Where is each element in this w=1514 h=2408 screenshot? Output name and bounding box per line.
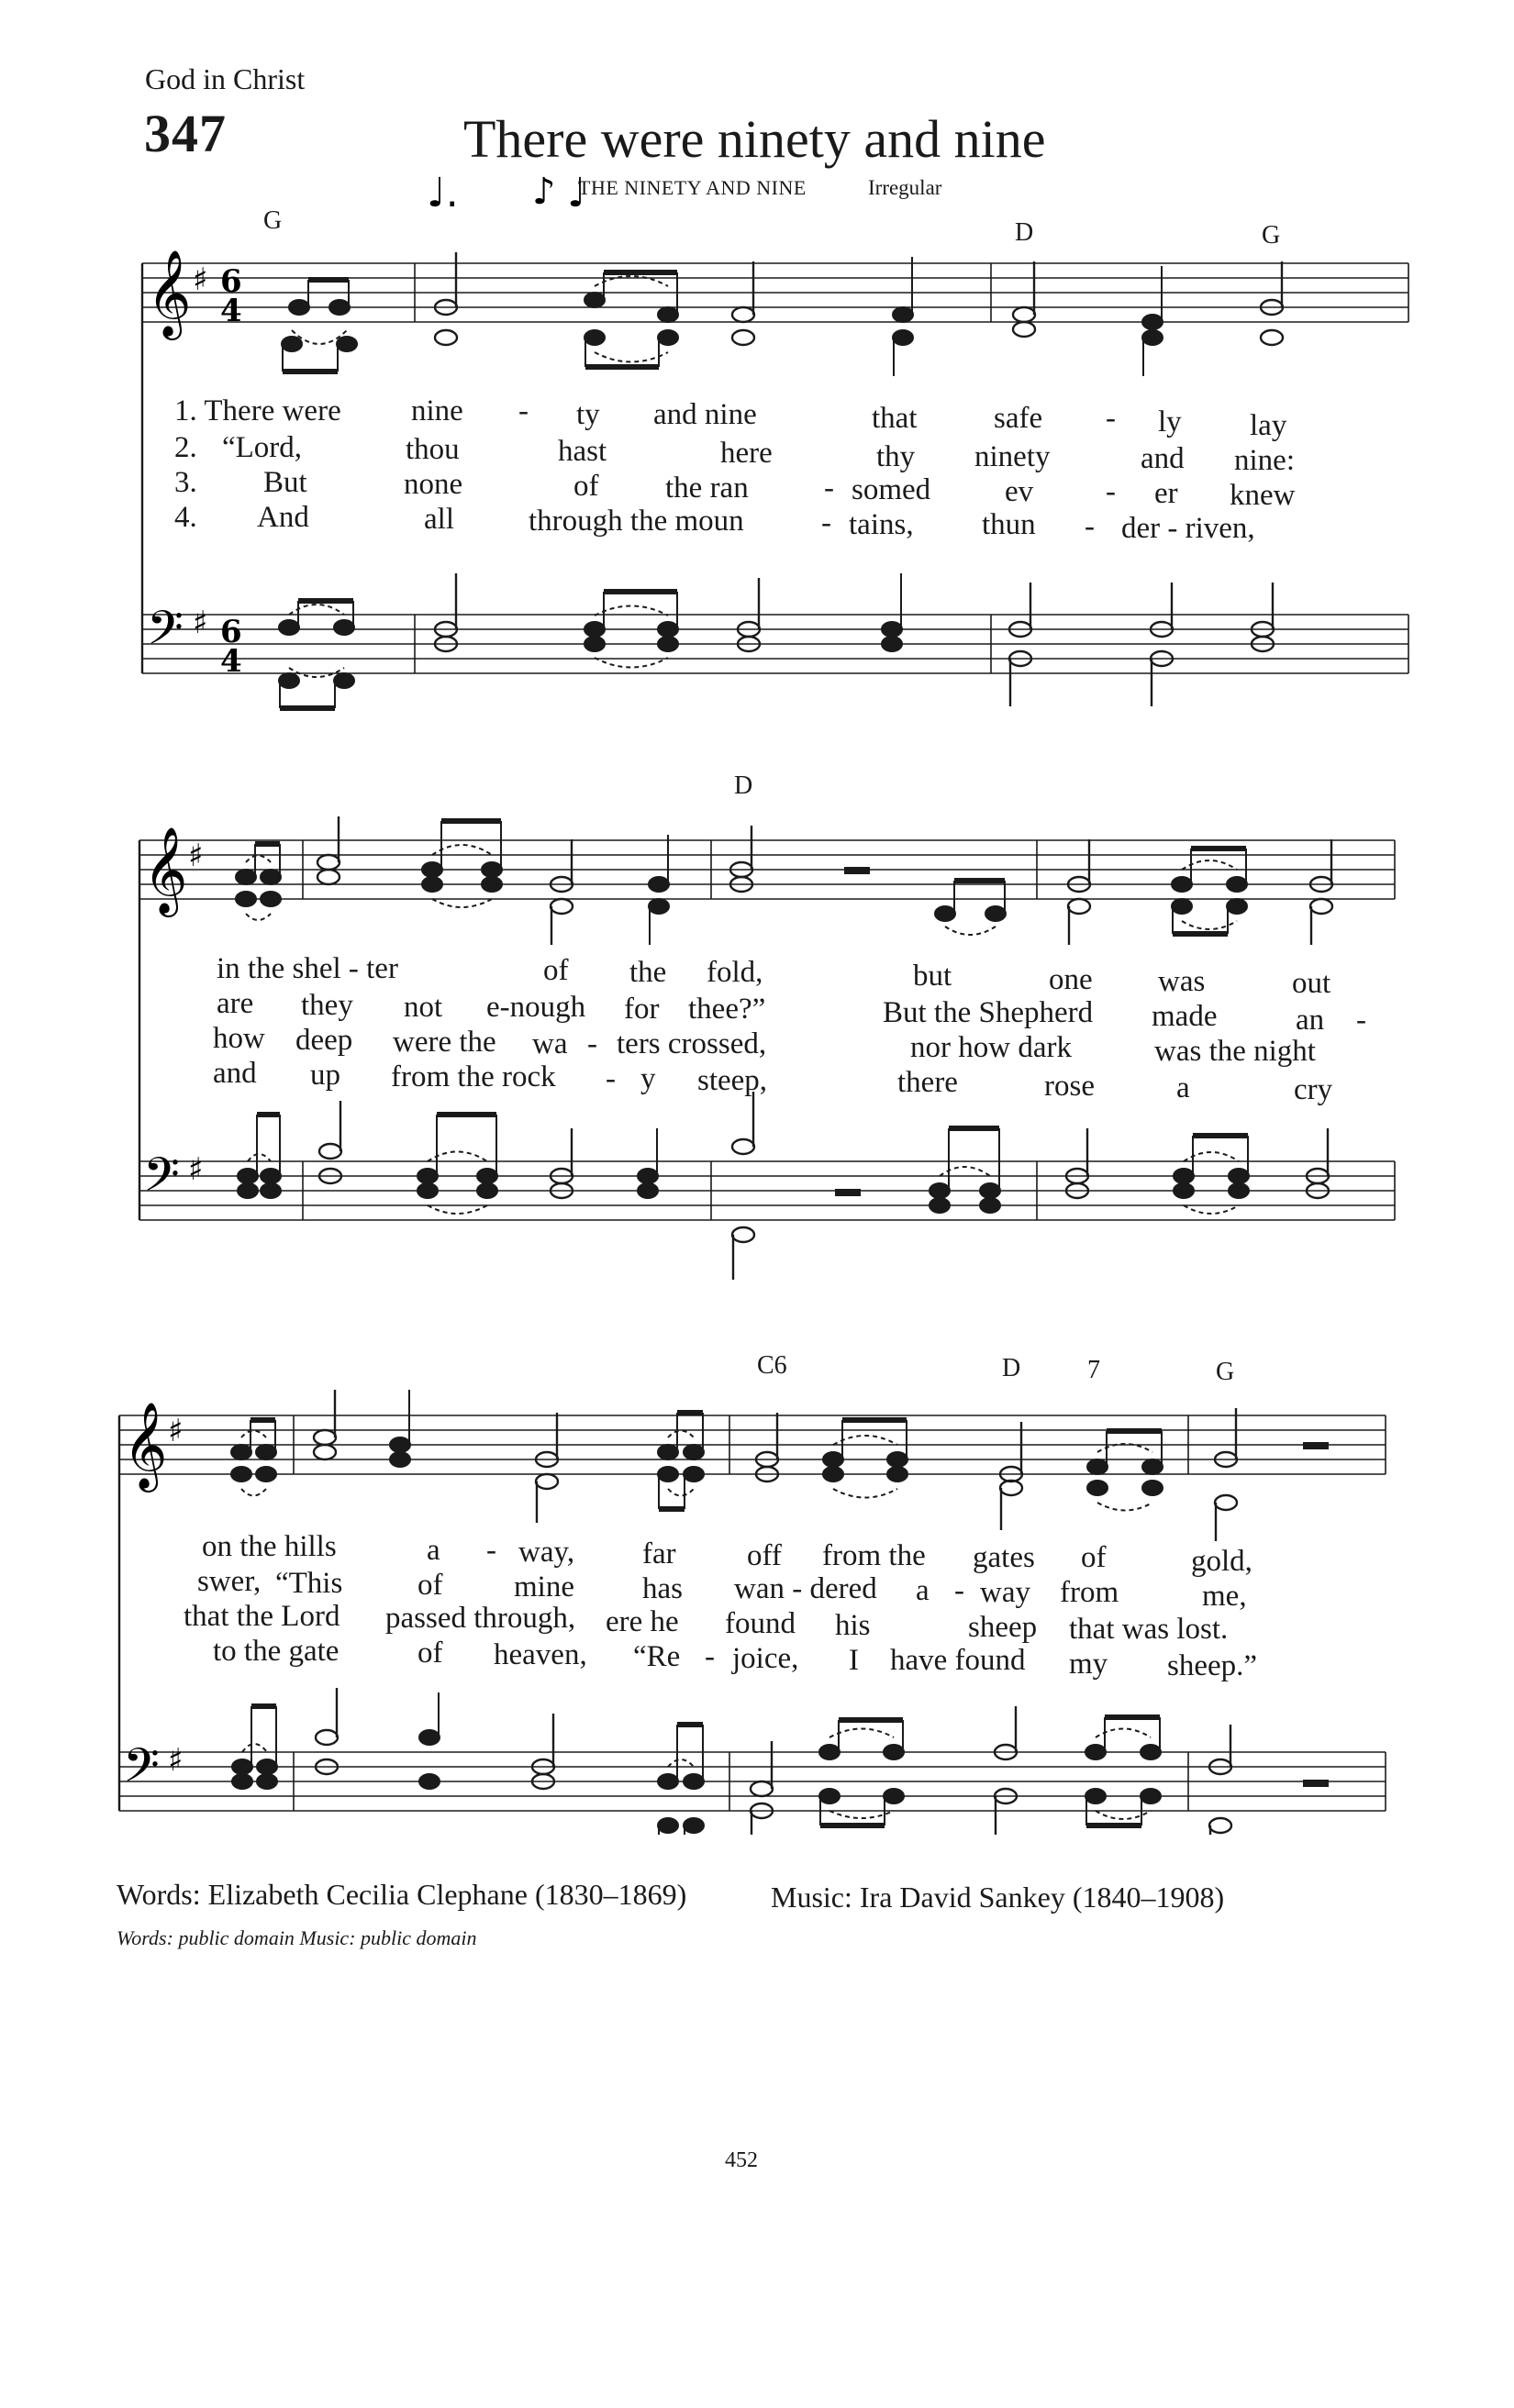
lyric-verse-3: was the night [1154,1035,1316,1068]
svg-text:♯: ♯ [193,605,208,641]
lyric-verse-3: somed [852,473,931,506]
lyric-verse-1: one [1049,963,1093,996]
lyric-verse-1: far [642,1537,676,1570]
lyric-verse-2: for [624,993,660,1026]
lyric-verse-3: the ran [665,472,749,505]
chord-symbol: G [1262,221,1281,250]
lyric-verse-2: way [980,1576,1030,1609]
lyric-verse-2: from [1060,1576,1119,1609]
lyric-verse-1: of [543,954,569,987]
lyric-verse-3: were the [393,1026,496,1059]
lyric-verse-2: 2. [174,431,197,464]
lyric-verse-2: ninety [974,440,1051,473]
svg-text:♯: ♯ [168,1413,184,1449]
lyric-verse-1: way, [518,1536,575,1569]
lyric-verse-2: - [954,1574,964,1607]
lyric-verse-4: all [424,503,454,536]
lyric-verse-4: through the moun [529,505,744,538]
lyric-verse-1: off [747,1539,782,1572]
lyric-verse-3: But [263,466,307,499]
chord-symbol: D [1015,218,1034,247]
svg-text:6: 6 [220,614,242,650]
lyric-verse-4: heaven, [494,1638,587,1671]
svg-text:𝄞: 𝄞 [143,827,188,914]
lyric-verse-4: - [821,506,831,539]
svg-text:♯: ♯ [168,1742,184,1779]
lyric-verse-4: my [1069,1648,1108,1681]
music-credit: Music: Ira David Sankey (1840–1908) [771,1881,1225,1914]
lyric-verse-4: joice, [732,1642,799,1675]
chord-symbol: 7 [1087,1356,1100,1384]
lyric-verse-1: nine [411,394,463,427]
lyric-verse-4: and [213,1057,257,1090]
lyric-verse-1: in the shel - ter [217,952,398,985]
svg-text:6: 6 [220,263,242,300]
lyric-verse-2: made [1152,1000,1218,1033]
section-heading: God in Christ [145,62,306,95]
lyric-verse-4: cry [1294,1073,1333,1106]
lyric-verse-1: was [1158,965,1206,998]
lyric-verse-2: nine: [1234,444,1295,477]
lyric-verse-1: that [872,402,918,435]
svg-text:𝄢: 𝄢 [123,1737,160,1804]
lyric-verse-3: his [835,1609,871,1642]
lyric-verse-4: y [640,1062,656,1095]
svg-text:♪: ♪ [532,171,556,213]
lyric-verse-2: an [1296,1004,1325,1037]
lyric-verse-2: mine [514,1570,574,1603]
lyric-verse-4: - [1085,510,1095,543]
meter-label: Irregular [868,176,942,199]
lyric-verse-2: they [301,989,353,1022]
lyric-verse-4: tains, [849,508,914,541]
lyric-verse-3: that the Lord [184,1600,340,1633]
chord-symbol: D [734,771,753,800]
lyric-verse-2: “Lord, [222,431,303,464]
lyric-verse-3: passed through, [385,1602,576,1635]
lyric-verse-3: that was lost. [1069,1613,1229,1646]
chord-symbol: D [1002,1354,1021,1382]
lyric-verse-2: of [417,1569,443,1602]
lyric-verse-4: from the rock [391,1060,556,1093]
lyric-verse-3: found [725,1607,796,1640]
lyric-verse-2: - [1356,1004,1366,1037]
lyric-verse-2: thy [876,440,916,473]
lyric-verse-1: safe [994,402,1043,435]
lyric-verse-3: deep [295,1024,353,1057]
lyric-verse-4: of [417,1637,443,1670]
lyric-verse-3: 3. [174,466,197,499]
lyric-verse-4: a [1176,1071,1190,1104]
lyric-verse-1: - [1106,402,1116,435]
lyric-verse-3: - [824,472,834,505]
lyric-verse-1: lay [1250,409,1287,442]
lyric-verse-4: I [849,1644,859,1677]
lyric-verse-1: gates [973,1541,1035,1574]
lyric-verse-3: ters crossed, [617,1027,767,1060]
lyric-verse-1: fold, [707,956,763,989]
lyric-verse-4: steep, [697,1064,768,1097]
lyric-verse-3: none [404,468,463,501]
lyric-verse-3: how [213,1022,265,1055]
lyric-verse-1: out [1292,967,1331,1000]
lyric-verse-3: sheep [968,1611,1038,1644]
svg-text:♩: ♩ [567,170,586,216]
lyric-verse-4: rose [1044,1070,1095,1103]
chord-symbol: G [263,206,283,235]
svg-text:4: 4 [220,643,242,680]
lyric-verse-1: - [486,1534,496,1567]
lyric-verse-2: hast [558,435,607,468]
svg-text:𝄢: 𝄢 [147,600,184,667]
lyric-verse-2: me, [1202,1580,1247,1613]
lyric-verse-2: here [720,437,773,470]
lyric-verse-4: - [705,1640,715,1673]
lyric-verse-2: and [1141,442,1185,475]
lyric-verse-2: thee?” [688,993,766,1026]
svg-text:𝄞: 𝄞 [147,250,192,337]
lyric-verse-1: 1. There were [174,394,341,427]
svg-text:♩.: ♩. [427,170,459,216]
chord-symbol: G [1216,1358,1235,1386]
lyric-verse-4: And [257,501,309,534]
lyric-verse-3: nor how dark [910,1031,1072,1064]
hymn-number: 347 [144,104,227,163]
lyric-verse-1: and nine [653,398,757,431]
lyric-verse-4: have found [890,1644,1026,1677]
hymn-title: There were ninety and nine [463,109,1046,169]
lyric-verse-1: ty [576,398,600,431]
lyric-verse-2: has [642,1572,683,1605]
lyric-verse-3: wa [532,1027,568,1060]
lyric-verse-2: But the Shepherd [883,996,1094,1029]
lyric-verse-1: gold, [1191,1545,1252,1578]
lyric-verse-3: ev [1005,475,1034,508]
lyric-verse-2: wan - dered [734,1572,877,1605]
page-number: 452 [725,2148,758,2172]
lyric-verse-2: “This [275,1567,343,1600]
svg-text:♯: ♯ [188,838,204,874]
lyric-verse-2: a [916,1574,930,1607]
lyric-verse-1: from the [822,1539,926,1572]
lyric-verse-2: are [217,987,254,1020]
lyric-verse-4: - [606,1062,616,1095]
lyric-verse-1: of [1081,1541,1107,1574]
lyric-verse-2: e-nough [486,991,586,1024]
lyric-verse-1: a [427,1534,440,1567]
lyric-verse-3: - [587,1027,597,1060]
lyric-verse-4: there [897,1066,958,1099]
lyric-verse-1: the [629,956,667,989]
rights-notice: Words: public domain Music: public domain [117,1926,477,1949]
lyric-verse-4: “Re [633,1640,681,1673]
lyric-verse-4: sheep.” [1167,1649,1258,1682]
lyric-verse-2: not [404,991,443,1024]
svg-text:♯: ♯ [188,1151,204,1188]
tune-name: THE NINETY AND NINE [578,176,807,199]
lyric-verse-4: thun [982,508,1036,541]
lyric-verse-1: - [518,394,529,427]
svg-text:𝄢: 𝄢 [143,1147,180,1214]
chord-symbol: C6 [757,1351,787,1380]
lyric-verse-4: 4. [174,501,197,534]
lyric-verse-1: on the hills [202,1530,337,1563]
lyric-verse-2: swer, [197,1565,262,1598]
lyric-verse-1: ly [1158,405,1182,438]
lyric-verse-3: ere he [606,1605,679,1638]
lyric-verse-3: er [1154,477,1178,510]
words-credit: Words: Elizabeth Cecilia Clephane (1830–1869) [117,1878,687,1911]
lyric-verse-1: but [913,960,952,993]
lyric-verse-3: of [573,470,599,503]
lyric-verse-3: - [1106,475,1116,508]
lyric-verse-2: thou [406,433,460,466]
svg-text:𝄞: 𝄞 [123,1402,168,1489]
lyric-verse-3: knew [1230,479,1296,512]
lyric-verse-4: up [310,1059,340,1092]
svg-text:4: 4 [220,293,242,329]
svg-text:♯: ♯ [193,261,208,298]
lyric-verse-4: to the gate [213,1635,340,1668]
lyric-verse-4: der - riven, [1121,512,1255,545]
